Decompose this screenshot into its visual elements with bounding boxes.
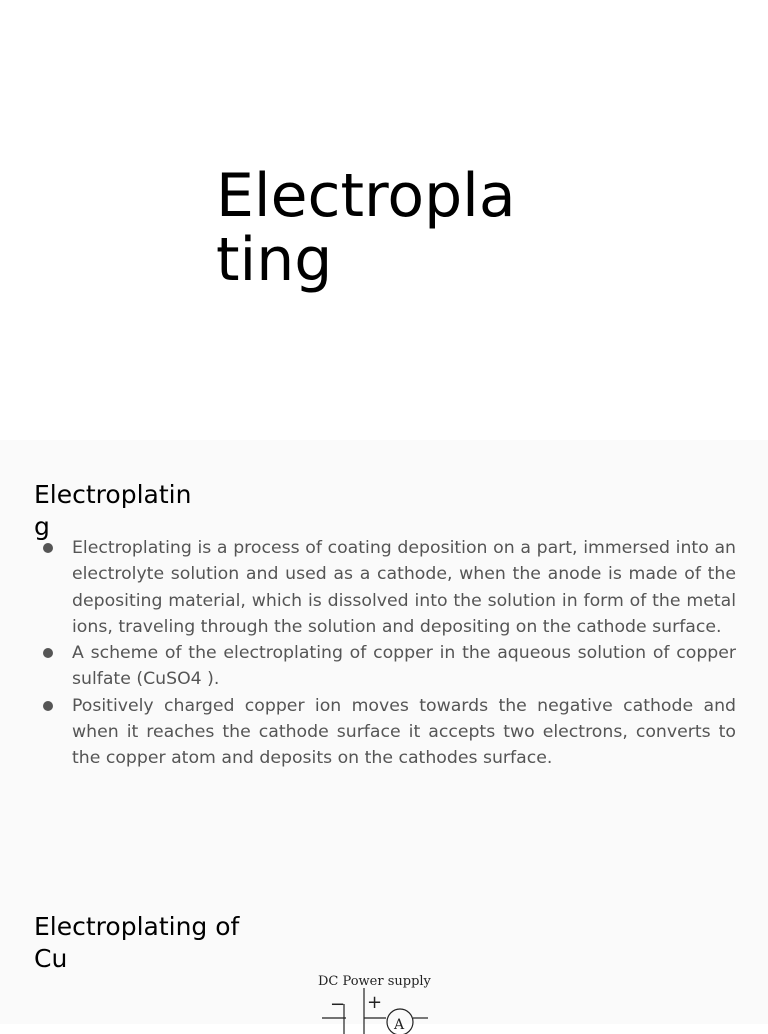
electroplating-diagram xyxy=(214,974,524,1034)
content-slide xyxy=(0,440,768,880)
bullet-list xyxy=(72,535,736,772)
circuit-drawing xyxy=(214,974,524,1034)
bullet-dot-icon xyxy=(43,701,53,711)
plus-symbol: + xyxy=(367,992,383,1013)
diagram-slide xyxy=(0,880,768,1033)
slide-title: Electroplating xyxy=(216,161,516,295)
ammeter-symbol: A xyxy=(394,1017,405,1033)
bullet-item xyxy=(72,693,736,772)
bullet-text: A scheme of the electroplating of copper in the aqueous solution of copper sulfate (CuSO4 ). xyxy=(72,643,736,690)
bullet-text: Positively charged copper ion moves towards the negative cathode and when it reaches the cathode surface it accepts two electrons, converts to the copper atom and deposits on the cathodes surface. xyxy=(72,695,736,769)
power-supply-label: DC Power supply xyxy=(318,974,431,989)
bullet-dot-icon xyxy=(43,648,53,658)
bullet-text: Electroplating is a process of coating deposition on a part, immersed into an electrolyte solution and used as a cathode, when the anode is made of the depositing material, which is dissolved into the solution in form of the metal ions, traveling through the solution and depositing on the cathode surface. xyxy=(72,538,736,637)
bullet-item xyxy=(72,535,736,640)
slide-heading: Electroplating xyxy=(34,480,192,541)
slide-heading: Electroplating of Cu xyxy=(34,912,240,973)
bullet-item xyxy=(72,640,736,693)
title-slide xyxy=(0,0,768,440)
bullet-dot-icon xyxy=(43,543,53,553)
minus-symbol: − xyxy=(330,994,346,1015)
